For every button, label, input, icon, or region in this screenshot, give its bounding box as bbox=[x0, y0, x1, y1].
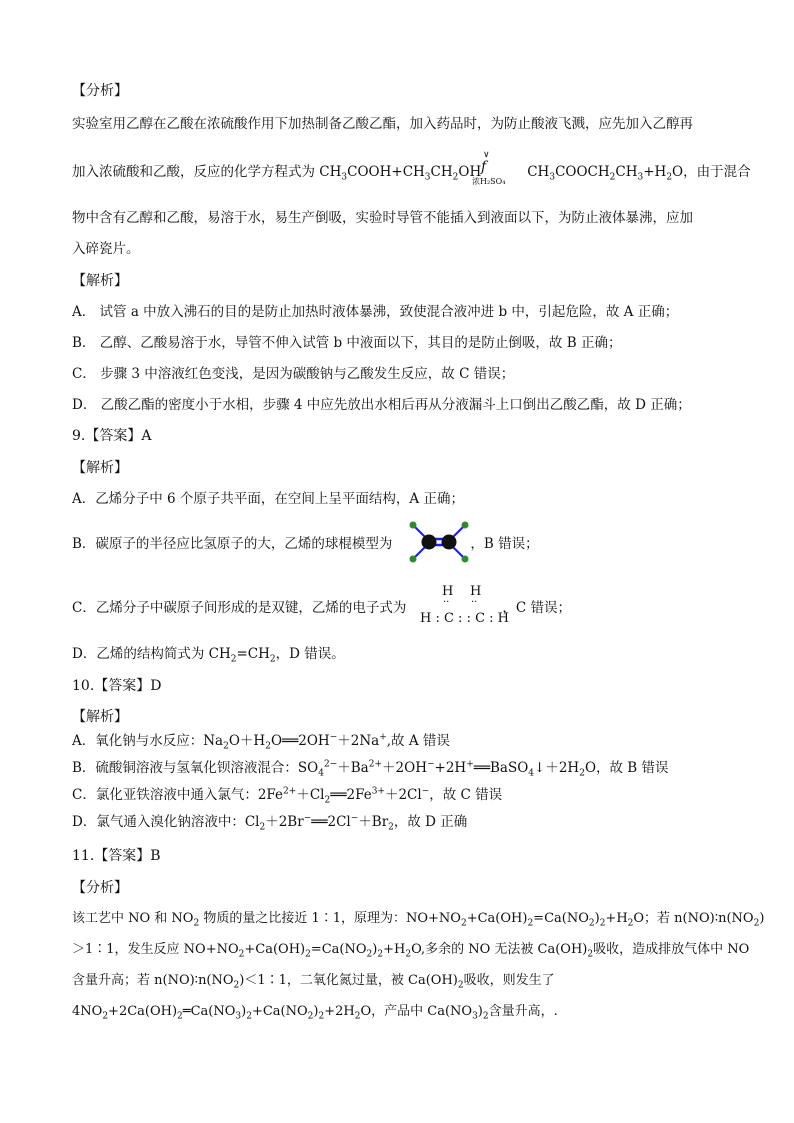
carbon-atom bbox=[422, 535, 437, 550]
q9-jiexi: 【解析】 bbox=[72, 460, 128, 476]
q11-answer: 11.【答案】B bbox=[72, 848, 161, 864]
reaction-condition bbox=[472, 150, 512, 188]
electron-dots: ·· bbox=[443, 597, 450, 608]
para1-line4: 入碎瓷片。 bbox=[72, 241, 140, 257]
para1-line3: 物中含有乙醇和乙酸，易溶于水，易生产倒吸，实验时导管不能插入到液面以下，为防止液体暴沸，应加 bbox=[72, 210, 693, 226]
option-b: B． 乙醇、乙酸易溶于水，导管不伸入试管 b 中液面以下，其目的是防止倒吸，故 B 正确； bbox=[72, 335, 622, 351]
ethylene-ball-stick-model bbox=[404, 520, 474, 564]
reaction-arrow: f bbox=[481, 159, 487, 175]
electron-h-top-right: H bbox=[470, 584, 482, 599]
q11-line3: 含量升高；若 $n(NO)∶n(NO_2)<1∶1$，二氧化氮过量，被 $Ca(OH)_2$吸收，则发生了 bbox=[72, 973, 555, 991]
q11-line1: 该工艺中 NO 和 $NO_2$ 物质的量之比接近 1∶1，原理为：$NO+NO_2+Ca(OH)_2=Ca(NO_2)_2+H_2O$；若 $n(NO)∶n(NO_2)$ bbox=[72, 911, 765, 929]
heading-fenxi: 【分析】 bbox=[72, 83, 128, 99]
q10-option-c: C．氯化亚铁溶液中通入氯气：$2Fe^{2+}+Cl_2══2Fe^{3+}+2Cl^-$，故 C 错误 bbox=[72, 786, 503, 806]
q9-option-d: D．乙烯的结构简式为 $CH_2=CH_2$，D 错误。 bbox=[72, 646, 345, 665]
q10-option-b: B．硫酸铜溶液与氢氧化钡溶液混合：$SO_4^{2-}+Ba^{2+}+2OH^-+2H^+══BaSO_4↓+2H_2O$，故 B 错误 bbox=[72, 759, 669, 779]
q10-answer: 10.【答案】D bbox=[72, 678, 162, 694]
electron-formula-row: H : C : : C : H bbox=[420, 611, 510, 626]
carbon-atom bbox=[442, 535, 457, 550]
option-a: A． 试管 a 中放入沸石的目的是防止加热时液体暴沸，致使混合液冲进 b 中，引起危险，故 A 正确； bbox=[72, 304, 679, 320]
option-d: D． 乙酸乙酯的密度小于水相，步骤 4 中应先放出水相后再从分液漏斗上口倒出乙酸乙酯，故 D 正确； bbox=[72, 397, 691, 413]
heading-jiexi: 【解析】 bbox=[72, 273, 128, 289]
hydrogen-atom bbox=[462, 522, 469, 529]
heat-symbol: ∨ bbox=[483, 150, 490, 160]
para1-line2: 加入浓硫酸和乙酸，反应的化学方程式为 $CH_3COOH+CH_3CH_2OH$ $CH_3COOCH_2CH_3+H_2O$，由于混合 bbox=[72, 164, 751, 183]
q9-option-a: A．乙烯分子中 6 个原子共平面，在空间上呈平面结构，A 正确； bbox=[72, 491, 464, 507]
option-c: C． 步骤 3 中溶液红色变浅，是因为碳酸钠与乙酸发生反应，故 C 错误； bbox=[72, 366, 515, 382]
q10-option-d: D．氯气通入溴化钠溶液中：$Cl_2+2Br^-══2Cl^-+Br_2$，故 D 正确 bbox=[72, 813, 468, 833]
q9-option-c: C．乙烯分子中碳原子间形成的是双键，乙烯的电子式为 ，C 错误； bbox=[72, 600, 571, 616]
q10-jiexi: 【解析】 bbox=[72, 709, 128, 725]
q11-fenxi: 【分析】 bbox=[72, 880, 128, 896]
q10-option-a: A．氧化钠与水反应：$Na_2O+H_2O══2OH^-+2Na^+$,故 A 错误 bbox=[72, 732, 450, 752]
hydrogen-atom bbox=[410, 556, 417, 563]
electron-h-top-left: H bbox=[442, 584, 454, 599]
catalyst-label: 浓H₂SO₄ bbox=[472, 177, 506, 186]
hydrogen-atom bbox=[462, 556, 469, 563]
hydrogen-atom bbox=[410, 522, 417, 529]
electron-dots: ·· bbox=[471, 597, 478, 608]
q9-answer: 9.【答案】A bbox=[72, 428, 152, 444]
para1-line1: 实验室用乙醇在乙酸在浓硫酸作用下加热制备乙酸乙酯，加入药品时，为防止酸液飞溅，应先加入乙醇再 bbox=[72, 116, 693, 132]
q11-line4: $4NO_2+2Ca(OH)_2═Ca(NO_3)_2+Ca(NO_2)_2+2H_2O$，产品中 $Ca(NO_3)_2$含量升高，. bbox=[72, 1004, 558, 1022]
q9-option-b: B．碳原子的半径应比氢原子的大，乙烯的球棍模型为 ，B 错误； bbox=[72, 536, 539, 552]
q11-line2: ＞1∶1，发生反应 $NO+NO_2+Ca(OH)_2=Ca(NO_2)_2+H_2O$,多余的 NO 无法被 $Ca(OH)_2$吸收，造成排放气体中 NO bbox=[72, 942, 750, 960]
